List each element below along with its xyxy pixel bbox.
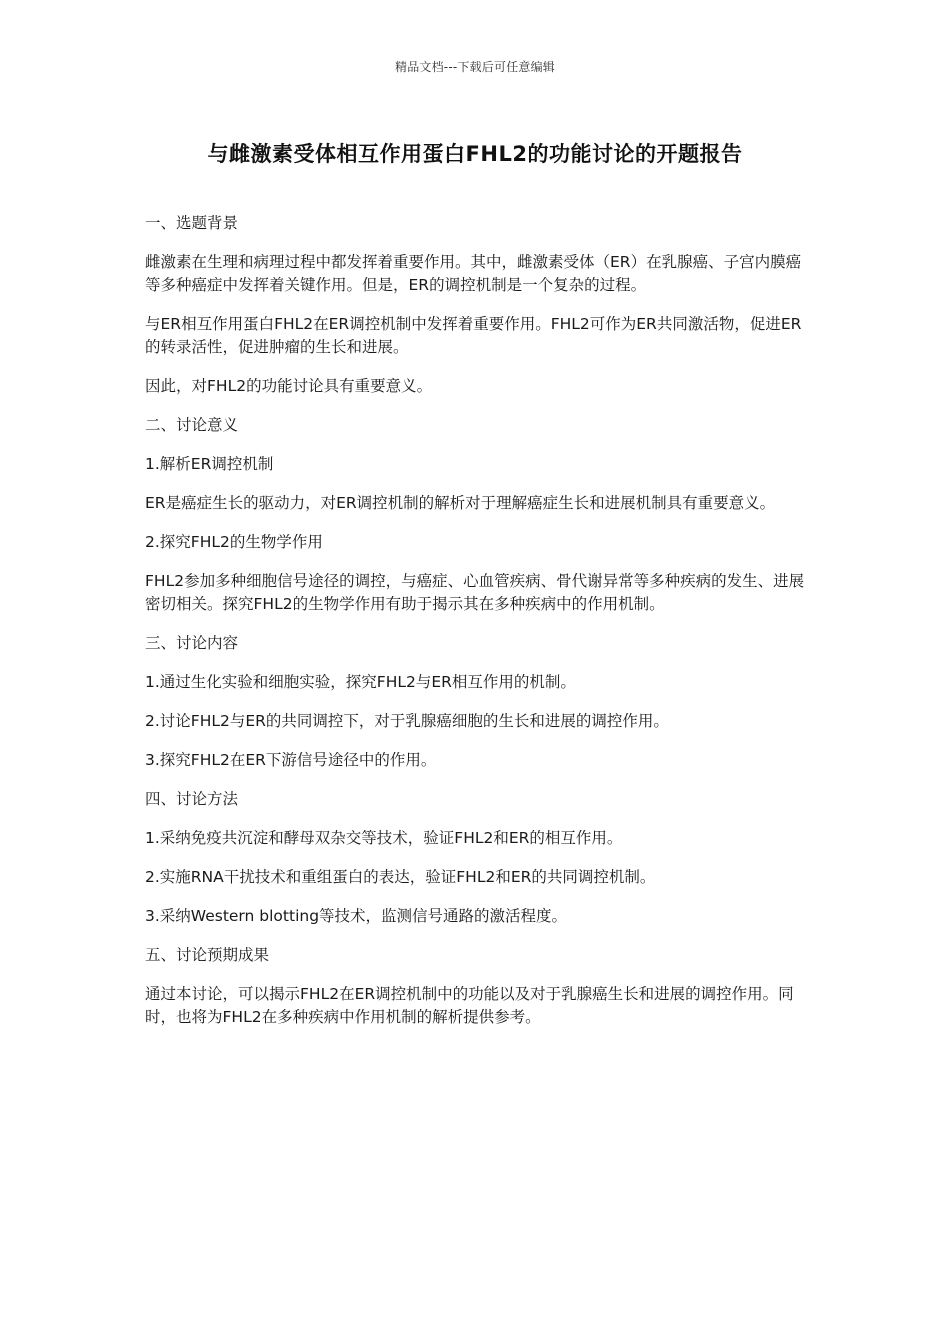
section-heading-methods: 四、讨论方法	[145, 790, 239, 808]
paragraph: 与ER相互作用蛋白FHL2在ER调控机制中发挥着重要作用。FHL2可作为ER共同激活物，促进ER的转录活性，促进肿瘤的生长和进展。	[145, 315, 802, 356]
paragraph: 因此，对FHL2的功能讨论具有重要意义。	[145, 377, 433, 395]
section-heading-background: 一、选题背景	[145, 214, 239, 232]
list-item: 1.采纳免疫共沉淀和酵母双杂交等技术，验证FHL2和ER的相互作用。	[145, 829, 623, 847]
header-note: 精品文档---下载后可任意编辑	[395, 60, 555, 74]
list-item: 2.讨论FHL2与ER的共同调控下，对于乳腺癌细胞的生长和进展的调控作用。	[145, 712, 669, 730]
list-item: 3.探究FHL2在ER下游信号途径中的作用。	[145, 751, 437, 769]
paragraph: ER是癌症生长的驱动力，对ER调控机制的解析对于理解癌症生长和进展机制具有重要意义。	[145, 494, 776, 512]
list-item: 1.通过生化实验和细胞实验，探究FHL2与ER相互作用的机制。	[145, 673, 576, 691]
document-title: 与雌激素受体相互作用蛋白FHL2的功能讨论的开题报告	[207, 142, 743, 166]
section-heading-content: 三、讨论内容	[145, 634, 239, 652]
section-heading-outcomes: 五、讨论预期成果	[145, 946, 270, 964]
section-heading-significance: 二、讨论意义	[145, 416, 239, 434]
list-item: 3.采纳Western blotting等技术，监测信号通路的激活程度。	[145, 907, 568, 925]
paragraph: 通过本讨论，可以揭示FHL2在ER调控机制中的功能以及对于乳腺癌生长和进展的调控作用。同时，也将为FHL2在多种疾病中作用机制的解析提供参考。	[145, 985, 794, 1026]
document-body	[145, 212, 810, 1045]
subheading: 1.解析ER调控机制	[145, 455, 274, 473]
list-item: 2.实施RNA干扰技术和重组蛋白的表达，验证FHL2和ER的共同调控机制。	[145, 868, 656, 886]
paragraph: 雌激素在生理和病理过程中都发挥着重要作用。其中，雌激素受体（ER）在乳腺癌、子宫内膜癌等多种癌症中发挥着关键作用。但是，ER的调控机制是一个复杂的过程。	[145, 253, 802, 294]
subheading: 2.探究FHL2的生物学作用	[145, 533, 323, 551]
paragraph: FHL2参加多种细胞信号途径的调控，与癌症、心血管疾病、骨代谢异常等多种疾病的发生、进展密切相关。探究FHL2的生物学作用有助于揭示其在多种疾病中的作用机制。	[145, 572, 805, 613]
